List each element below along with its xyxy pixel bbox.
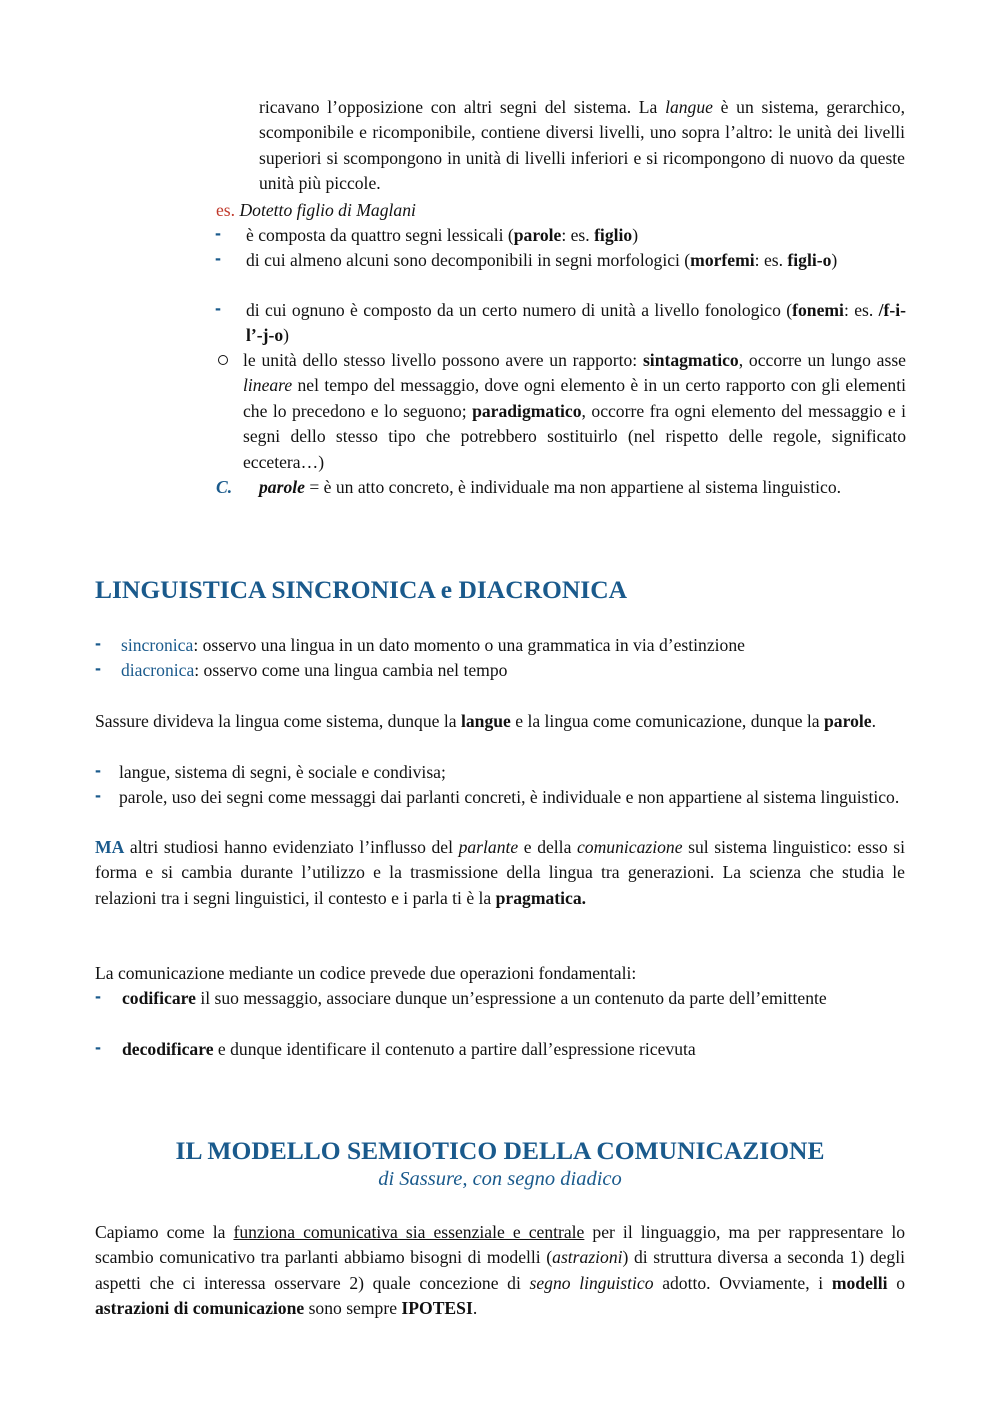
dash-bullet-icon: - — [95, 1037, 101, 1057]
dash-bullet-icon: - — [95, 658, 101, 678]
list-item-parole-def: parole, uso dei segni come messaggi dai parlanti concreti, è individuale e non appartiene al sistema linguistico. — [119, 787, 900, 807]
list-item: di cui almeno alcuni sono decomponibili in segni morfologici (morfemi: es. figli-o) — [246, 250, 838, 270]
dash-bullet-icon: - — [95, 986, 101, 1006]
def-sincronica: sincronica: osservo una lingua in un dato momento o una grammatica in via d’estinzione — [121, 635, 745, 655]
circle-bullet-icon — [218, 355, 228, 365]
section-subheading: di Sassure, con segno diadico — [378, 1168, 622, 1190]
list-marker-c: C. — [216, 477, 233, 497]
paragraph-modelli: Capiamo come la funziona comunicativa sia essenziale e centrale per il linguaggio, ma per rappresentare lo scambio comunicativo tra parlanti abbiamo bisogni di modelli (astrazioni) di struttura diversa a seconda 1) degli aspetti che ci interessa osservare 2) quale concezione di segno linguistico adotto. Ovviamente, i modelli o astrazioni di comunicazione sono sempre IPOTESI. — [95, 1222, 906, 1319]
example-text: Dotetto figlio di Maglani — [239, 200, 416, 220]
list-item-codificare: codificare il suo messaggio, associare dunque un’espressione a un contenuto da parte dell’emittente — [122, 988, 827, 1008]
dash-bullet-icon: - — [215, 298, 221, 318]
list-item: è composta da quattro segni lessicali (parole: es. figlio) — [246, 225, 639, 245]
dash-bullet-icon: - — [215, 248, 221, 268]
dash-bullet-icon: - — [215, 223, 221, 243]
example-line — [216, 198, 906, 223]
list-item-decodificare: decodificare e dunque identificare il contenuto a partire dall’espressione ricevuta — [122, 1039, 696, 1059]
dash-bullet-icon: - — [95, 633, 101, 653]
dash-bullet-icon: - — [95, 760, 101, 780]
paragraph-codice: La comunicazione mediante un codice prevede due operazioni fondamentali: — [95, 963, 637, 983]
paragraph-ma: MA altri studiosi hanno evidenziato l’influsso del parlante e della comunicazione sul sistema linguistico: esso si forma e si cambia durante l’utilizzo e la trasmissione della lingua tra generazioni. La scienza che studia le relazioni tra i segni linguistici, il contesto e i parla ti è la pragmatica. — [95, 837, 905, 908]
section-heading-linguistica: LINGUISTICA SINCRONICA e DIACRONICA — [95, 575, 628, 604]
paragraph-sassure: Sassure divideva la lingua come sistema, dunque la langue e la lingua come comunicazione, dunque la parole. — [95, 711, 876, 731]
circle-list-item: le unità dello stesso livello possono avere un rapporto: sintagmatico, occorre un lungo asse lineare nel tempo del messaggio, dove ogni elemento è in un certo rapporto con gli elementi che lo precedono e lo seguono; paradigmatico, occorre fra ogni elemento del messaggio e i segni dello stesso tipo che potrebbero sostituirlo (nel rispetto delle regole, significato eccetera…) — [243, 350, 906, 472]
def-diacronica: diacronica: osservo come una lingua cambia nel tempo — [121, 660, 508, 680]
list-item: di cui ognuno è composto da un certo numero di unità a livello fonologico (fonemi: es. /f-i-l’-j-o) — [246, 300, 906, 346]
example-prefix: es. — [216, 200, 236, 220]
paragraph-continuation: ricavano l’opposizione con altri segni del sistema. La langue è un sistema, gerarchico, scomponibile e ricomponibile, contiene diversi livelli, uno sopra l’altro: le unità dei livelli superiori si scompongono in unità di livelli inferiori e si ricompongono di nuovo da queste unità più piccole. — [259, 97, 905, 194]
dash-bullet-icon: - — [95, 785, 101, 805]
section-heading-modello: IL MODELLO SEMIOTICO DELLA COMUNICAZIONE — [175, 1136, 825, 1165]
list-item-langue: langue, sistema di segni, è sociale e condivisa; — [119, 762, 446, 782]
list-item-parole: parole = è un atto concreto, è individuale ma non appartiene al sistema linguistico. — [259, 477, 842, 497]
